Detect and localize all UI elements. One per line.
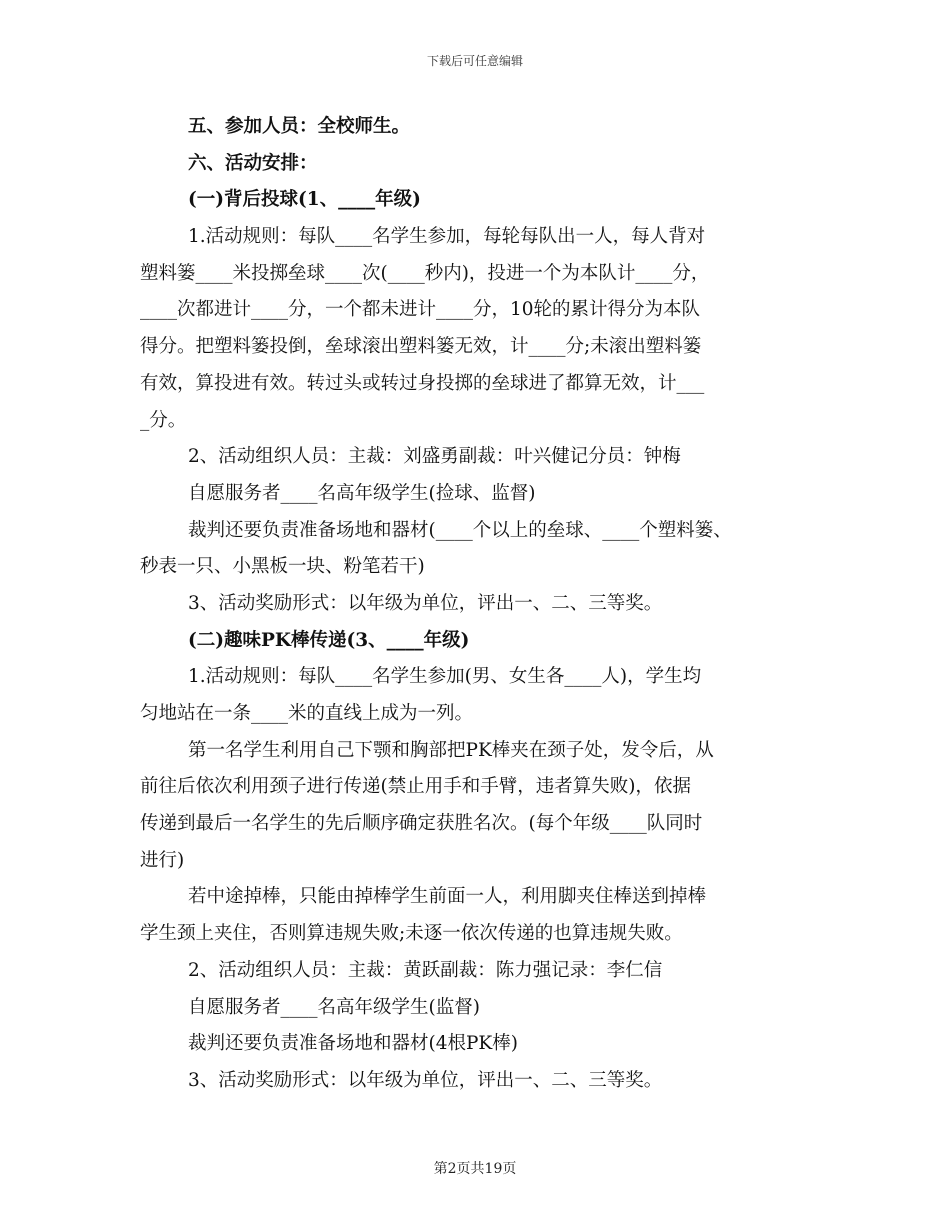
text-line: (一)背后投球(1、____年级) [188,189,421,211]
text-line: 自愿服务者____名高年级学生(捡球、监督) [188,482,536,504]
document-body [140,109,840,1100]
text-line: 2、活动组织人员：主裁：黄跃副裁：陈力强记录：李仁信 [188,959,663,981]
text-line: 秒表一只、小黑板一块、粉笔若干) [140,556,425,578]
text-line: 前往后依次利用颈子进行传递(禁止用手和手臂，违者算失败)，依据 [140,776,691,798]
text-line: 3、活动奖励形式：以年级为单位，评出一、二、三等奖。 [188,1069,663,1091]
text-line: ____次都进计____分，一个都未进计____分，10轮的累计得分为本队 [140,299,701,321]
text-line: 3、活动奖励形式：以年级为单位，评出一、二、三等奖。 [188,592,663,614]
page-footer: 第2页共19页 [433,1161,517,1177]
text-line: 1.活动规则：每队____名学生参加(男、女生各____人)，学生均 [188,666,702,688]
text-line: 若中途掉棒，只能由掉棒学生前面一人，利用脚夹住棒送到掉棒 [188,886,707,908]
text-line: 传递到最后一名学生的先后顺序确定获胜名次。(每个年级____队同时 [140,813,703,835]
page-header: 下载后可任意编辑 [426,54,523,68]
text-line: 学生颈上夹住，否则算违规失败;未逐一依次传递的也算违规失败。 [140,923,683,945]
text-line: 匀地站在一条____米的直线上成为一列。 [140,703,474,724]
text-line: 塑料篓____米投掷垒球____次(____秒内)，投进一个为本队计____分， [140,262,710,284]
text-line: 五、参加人员：全校师生。 [188,116,411,137]
text-line: 1.活动规则：每队____名学生参加，每轮每队出一人，每人背对 [188,226,706,248]
text-line: 得分。把塑料篓投倒，垒球滚出塑料篓无效，计____分;未滚出塑料篓 [140,336,702,358]
text-line: 自愿服务者____名高年级学生(监督) [188,996,480,1018]
text-line: 裁判还要负责准备场地和器材(____个以上的垒球、____个塑料篓、 [188,519,732,541]
text-line: (二)趣味PK棒传递(3、____年级) [188,629,470,651]
text-line: 第一名学生利用自己下颚和胸部把PK棒夹在颈子处，发令后，从 [188,739,714,761]
text-line: 有效，算投进有效。转过头或转过身投掷的垒球进了都算无效，计___ [140,372,705,394]
text-line: 裁判还要负责准备场地和器材(4根PK棒) [188,1033,518,1055]
text-line: 六、活动安排： [188,152,318,174]
text-line: 进行) [140,849,185,871]
text-line: 2、活动组织人员：主裁：刘盛勇副裁：叶兴健记分员：钟梅 [188,446,681,468]
text-line: _分。 [140,409,187,431]
